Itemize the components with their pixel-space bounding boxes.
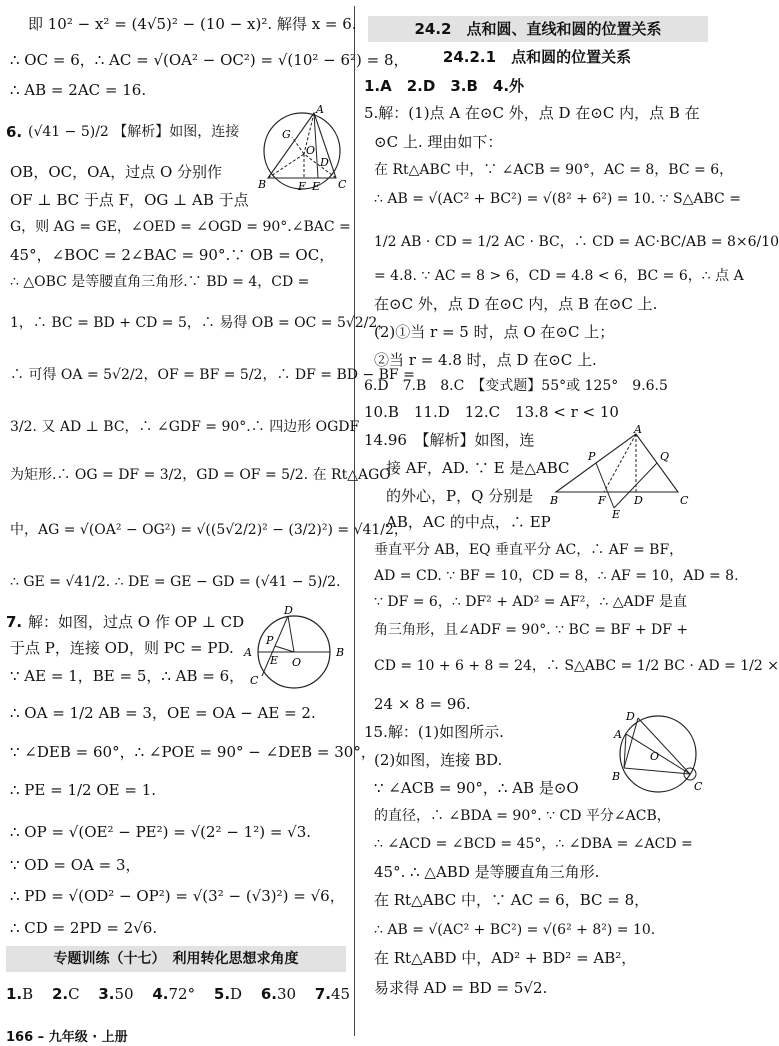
label-point: A [316, 103, 324, 116]
line: ②当 r = 4.8 时，点 D 在⊙C 上. [374, 351, 597, 369]
label-point: B [336, 646, 345, 659]
line: ∴ AB = √(AC² + BC²) = √(6² + 8²) = 10. [374, 922, 656, 938]
label-point: G [282, 128, 291, 141]
line: (2)①当 r = 5 时，点 O 在⊙C 上； [374, 323, 615, 341]
line: ∴ ∠ACD = ∠BCD = 45°，∴ ∠DBA = ∠ACD = [374, 836, 693, 852]
line: 24 × 8 = 96. [374, 695, 471, 713]
line: = 4.8. ∵ AC = 8 > 6，CD = 4.8 < 6，BC = 6，∴ 点 A [374, 268, 744, 284]
line: 在 Rt△ABC 中，∵ ∠ACB = 90°，AC = 8，BC = 6， [374, 162, 734, 178]
label-point: C [338, 178, 347, 191]
line: G，则 AG = GE，∠OED = ∠OGD = 90°.∠BAC = [10, 219, 351, 235]
label-point: E [612, 508, 621, 521]
line: 的外心，P，Q 分别是 [386, 487, 534, 505]
answer-value: 50 [114, 985, 134, 1003]
answer-number: 2. [51, 985, 69, 1003]
line: 垂直平分 AB，EQ 垂直平分 AC，∴ AF = BF， [374, 542, 684, 558]
line: 于点 P，连接 OD，则 PC = PD. [10, 639, 234, 657]
line: 即 10² − x² = (4√5)² − (10 − x)². 解得 x = 6. [28, 15, 357, 33]
line: AB，AC 的中点，∴ EP [386, 513, 551, 531]
answer-number: 6. [260, 985, 277, 1003]
figure-q14-triangle-diagram [550, 423, 710, 521]
section-heading-training: 专题训练（十七） 利用转化思想求角度 [6, 946, 346, 972]
line: ∴ OP = √(OE² − PE²) = √(2² − 1²) = √3. [10, 823, 312, 841]
line: 解：如图，过点 O 作 OP ⊥ CD [28, 613, 245, 631]
page-footer: 166 – 九年级 · 上册 [6, 1030, 128, 1045]
line: 中，AG = √(OA² − OG²) = √((5√2/2)² − (3/2)²) = √41/2， [10, 522, 408, 538]
label-point: C [680, 494, 689, 507]
label-point: D [626, 710, 635, 723]
line: CD = 10 + 6 + 8 = 24，∴ S△ABC = 1/2 BC · AD = 1/2 × [374, 658, 779, 674]
line: ∴ CD = 2PD = 2√6. [10, 919, 158, 937]
line: 角三角形，且∠ADF = 90°. ∵ BC = BF + DF + [374, 622, 689, 638]
line: 15.解：(1)如图所示. [364, 723, 504, 741]
section-title: 24.2 点和圆、直线和圆的位置关系 [368, 16, 708, 42]
line: ∴ OC = 6，∴ AC = √(OA² − OC²) = √(10² − 6²) = 8， [10, 51, 409, 69]
label-point: C [694, 780, 703, 793]
line: 1/2 AB · CD = 1/2 AC · BC，∴ CD = AC·BC/AB = 8×6/10 [374, 234, 779, 250]
answer-line: 6.D 7.B 8.C 【变式题】55°或 125° 9.6.5 [364, 378, 668, 394]
figure-q6-circle-diagram [256, 104, 348, 198]
answer-value: 45 [331, 985, 351, 1003]
line: 14.96 【解析】如图，连 [364, 431, 535, 449]
line: 的直径，∴ ∠BDA = 90°. ∵ CD 平分∠ACB， [374, 808, 671, 824]
label-point: E [270, 654, 279, 667]
line: 易求得 AD = BD = 5√2. [374, 979, 548, 997]
line: 在 Rt△ABC 中，∵ AC = 6，BC = 8， [374, 891, 650, 909]
line: ∵ DF = 6，∴ DF² + AD² = AF²，∴ △ADF 是直 [374, 594, 688, 610]
line: ∴ PE = 1/2 OE = 1. [10, 781, 157, 799]
line: ∴ AB = 2AC = 16. [10, 81, 147, 99]
line: 在 Rt△ABD 中，AD² + BD² = AB²， [374, 949, 637, 967]
line: ∵ ∠DEB = 60°，∴ ∠POE = 90° − ∠DEB = 30°， [10, 743, 376, 761]
label-point: A [244, 646, 252, 659]
answer-number: 1. [6, 985, 23, 1003]
label-point: D [320, 156, 329, 169]
line: 为矩形.∴ OG = DF = 3/2，GD = OF = 5/2. 在 Rt△AGO [10, 467, 391, 483]
label-point: A [614, 728, 622, 741]
label-point: O [306, 144, 316, 157]
answer-number: 3. [98, 985, 115, 1003]
line: 1，∴ BC = BD + CD = 5，∴ 易得 OB = OC = 5√2/2， [10, 315, 392, 331]
label-point: P [588, 450, 596, 463]
label-point: F [298, 180, 306, 193]
line: ∵ OD = OA = 3， [10, 856, 141, 874]
label-point: O [650, 750, 660, 763]
answer-value: C [68, 985, 80, 1003]
label-point: F [598, 494, 606, 507]
subsection-title: 24.2.1 点和圆的位置关系 [442, 48, 632, 66]
line: ∴ PD = √(OD² − OP²) = √(3² − (√3)²) = √6， [10, 887, 345, 905]
answer-number: 4. [152, 985, 169, 1003]
line: ⊙C 上. 理由如下： [374, 133, 503, 151]
figure-q7-circle-diagram [240, 604, 348, 690]
answer-line: 10.B 11.D 12.C 13.8 < r < 10 [364, 403, 619, 421]
line: ∵ ∠ACB = 90°，∴ AB 是⊙O [374, 779, 579, 797]
line: OB，OC，OA，过点 O 分别作 [10, 163, 223, 181]
answer-number: 5. [213, 985, 231, 1003]
label-point: D [284, 604, 293, 617]
label-point: E [312, 180, 321, 193]
line: 5.解：(1)点 A 在⊙C 外，点 D 在⊙C 内，点 B 在 [364, 104, 700, 122]
line: 3/2. 又 AD ⊥ BC，∴ ∠GDF = 90°.∴ 四边形 OGDF [10, 419, 360, 435]
answer-value: B [22, 985, 34, 1003]
line: 45°，∠BOC = 2∠BAC = 90°.∵ OB = OC， [10, 246, 335, 264]
line: OF ⊥ BC 于点 F，OG ⊥ AB 于点 [10, 191, 249, 209]
label-point: O [292, 656, 302, 669]
line: ∴ AB = √(AC² + BC²) = √(8² + 6²) = 10. ∵ S△ABC = [374, 191, 741, 207]
line: AD = CD. ∵ BF = 10，CD = 8，∴ AF = 10，AD = 8. [374, 568, 739, 584]
answer-value: 30 [276, 985, 297, 1003]
line: (√41 − 5)/2 【解析】如图，连接 [28, 124, 240, 140]
line: ∴ 可得 OA = 5√2/2，OF = BF = 5/2，∴ DF = BD − BF = [10, 367, 415, 383]
line: ∵ AE = 1，BE = 5，∴ AB = 6， [10, 667, 245, 685]
figure-q15-circle-diagram [610, 708, 708, 800]
line: 接 AF，AD. ∵ E 是△ABC [386, 459, 570, 477]
label-point: C [250, 674, 259, 687]
answer-value: 72° [168, 985, 196, 1003]
label-point: A [634, 423, 642, 436]
label-point: Q [660, 450, 670, 463]
line: 45°. ∴ △ABD 是等腰直角三角形. [374, 863, 600, 881]
answer-line: 1.A 2.D 3.B 4.外 [364, 77, 525, 95]
line: (2)如图，连接 BD. [374, 751, 503, 769]
label-point: P [266, 634, 274, 647]
answer-number: 7. [314, 985, 331, 1003]
answer-list [6, 984, 350, 1004]
label-point: B [258, 178, 267, 191]
question-number-7: 7. [6, 613, 23, 631]
answer-value: D [230, 985, 243, 1003]
line: ∴ △OBC 是等腰直角三角形.∵ BD = 4，CD = [10, 274, 310, 290]
question-number-6: 6. [6, 123, 23, 141]
line: ∴ OA = 1/2 AB = 3，OE = OA − AE = 2. [10, 704, 316, 722]
label-point: B [612, 770, 621, 783]
label-point: B [550, 494, 559, 507]
line: 在⊙C 外，点 D 在⊙C 内，点 B 在⊙C 上. [374, 295, 658, 313]
line: ∴ GE = √41/2. ∴ DE = GE − GD = (√41 − 5)/2. [10, 574, 341, 590]
label-point: D [634, 494, 643, 507]
